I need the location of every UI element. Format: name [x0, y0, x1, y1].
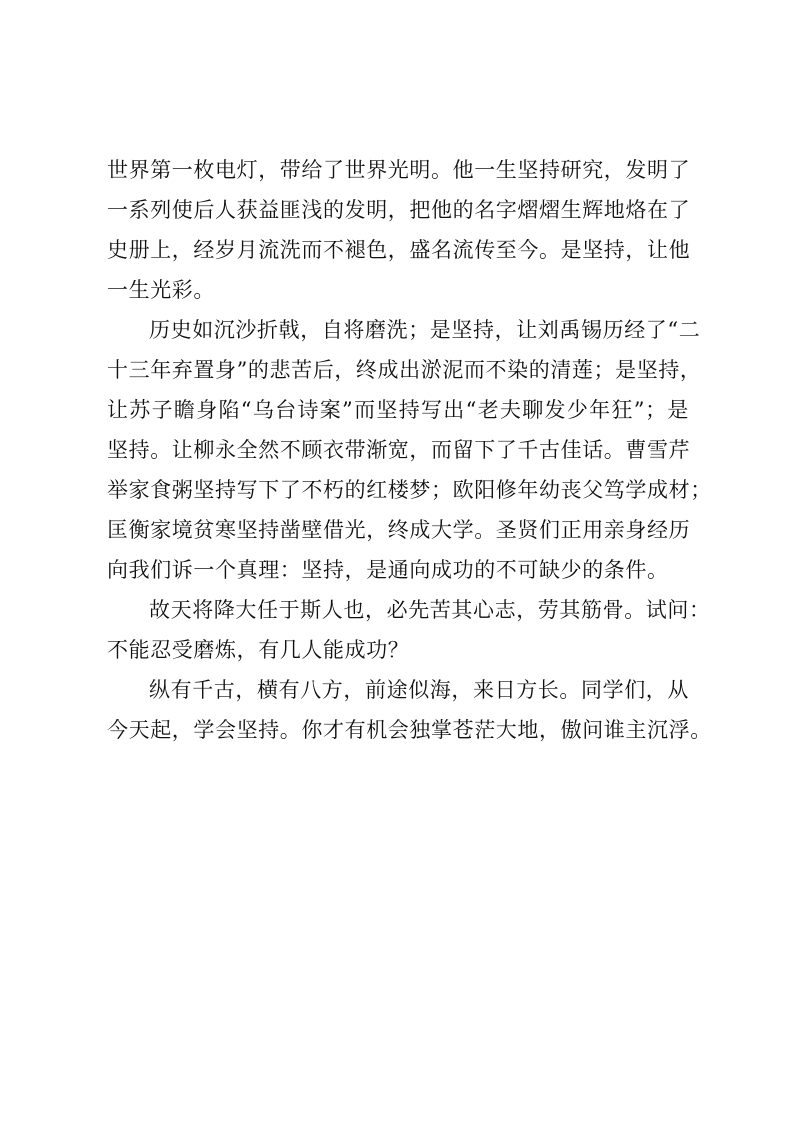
text-line: 一生光彩。 — [107, 278, 215, 302]
text-line: 世界第一枚电灯，带给了世界光明。他一生坚持研究，发明了 — [107, 158, 691, 182]
text-line: 让苏子瞻身陷“乌台诗案”而坚持写出“老夫聊发少年狂”；是 — [107, 398, 689, 422]
text-line: 纵有千古，横有八方，前途似海，来日方长。同学们，从 — [149, 678, 689, 702]
text-line: 向我们诉一个真理：坚持，是通向成功的不可缺少的条件。 — [107, 558, 669, 582]
text-line: 十三年弃置身”的悲苦后，终成出淤泥而不染的清莲；是坚持， — [107, 358, 702, 382]
text-line: 不能忍受磨炼，有几人能成功？ — [107, 638, 410, 662]
text-line: 故天将降大任于斯人也，必先苦其心志，劳其筋骨。试问： — [149, 598, 711, 622]
text-line: 一系列使后人获益匪浅的发明，把他的名字熠熠生辉地烙在了 — [107, 198, 691, 222]
text-line: 匡衡家境贫寒坚持凿壁借光，终成大学。圣贤们正用亲身经历 — [107, 518, 691, 542]
text-line: 历史如沉沙折戟，自将磨洗；是坚持，让刘禹锡历经了“二 — [149, 318, 701, 342]
essay-body — [107, 150, 712, 750]
text-line: 今天起，学会坚持。你才有机会独掌苍茫大地，傲问谁主沉浮。 — [107, 718, 712, 742]
text-line: 举家食粥坚持写下了不朽的红楼梦；欧阳修年幼丧父笃学成材； — [107, 478, 712, 502]
text-line: 史册上，经岁月流洗而不褪色，盛名流传至今。是坚持，让他 — [107, 238, 691, 262]
text-line: 坚持。让柳永全然不顾衣带渐宽，而留下了千古佳话。曹雪芹 — [107, 438, 691, 462]
